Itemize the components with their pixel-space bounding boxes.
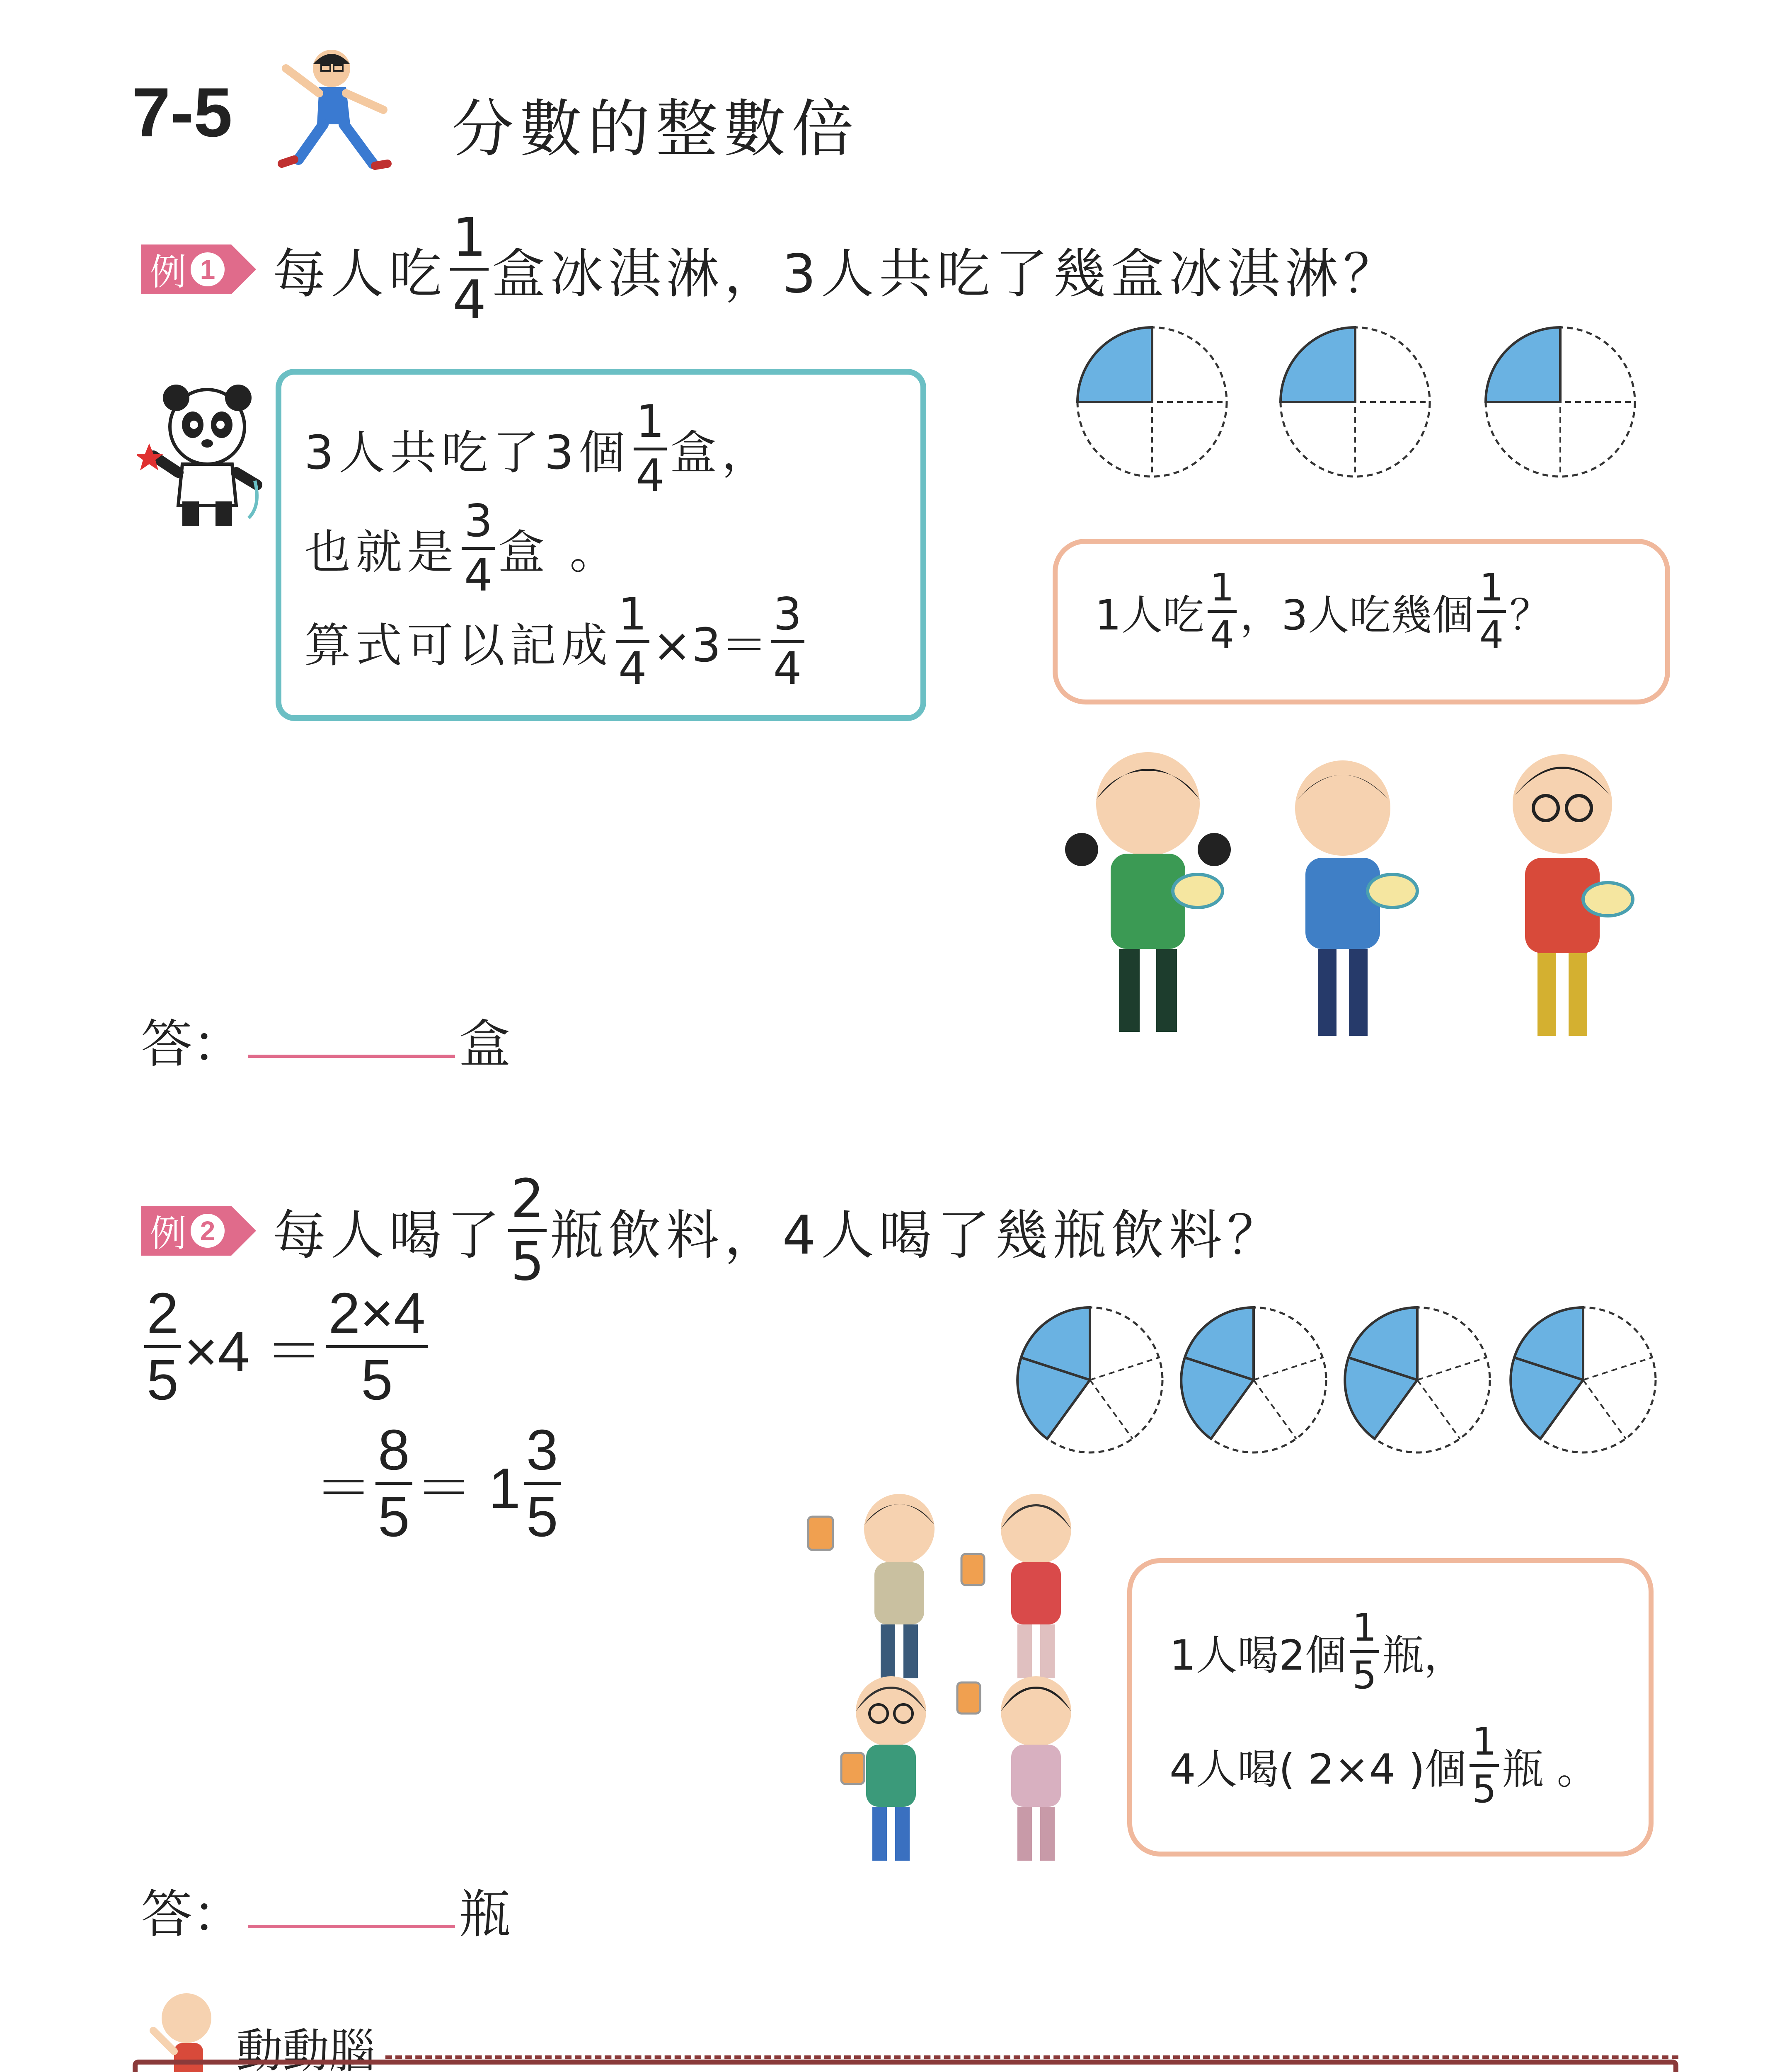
pie-quarter-3	[1486, 327, 1635, 477]
example2-question: 例 2 每人喝了 2 5 瓶飲料，4人喝了幾瓶飲料？	[141, 1173, 1285, 1288]
fraction: 2×4 5	[326, 1285, 428, 1409]
calc-line-2: ＝ 8 5 ＝ 1 3 5	[315, 1421, 564, 1545]
think-title-rule	[385, 2055, 1678, 2059]
girl-figure	[961, 1494, 1071, 1678]
kids-with-drinks-illustration	[796, 1484, 1127, 1877]
fraction: 1 5	[1350, 1609, 1379, 1694]
fraction: 1 4	[616, 592, 649, 691]
section-title: 分數的整數倍	[452, 93, 860, 165]
pie-fifths-3	[1345, 1307, 1490, 1452]
girl-with-glasses-figure	[841, 1676, 926, 1861]
explanation-box	[276, 369, 926, 721]
example2-badge: 例 2	[141, 1206, 256, 1256]
speech-bubble-1: 1人吃 1 4 ，3人吃幾個 1 4 ？	[1053, 539, 1670, 704]
panda-illustration	[137, 381, 274, 530]
speech-bubble-2: 1人喝2個 1 5 瓶， 4人喝( 2×4 )個 1 5 瓶 。	[1127, 1558, 1654, 1857]
section-number: 7-5	[132, 73, 232, 151]
boy-figure	[808, 1494, 935, 1678]
explain-line-2: 也就是 3 4 盒 。	[304, 495, 621, 601]
thinking-boy-illustration	[137, 1985, 245, 2072]
answer-2-blank[interactable]	[248, 1892, 455, 1928]
think-box	[133, 2060, 1678, 2072]
running-boy-illustration	[269, 39, 410, 180]
boy-figure	[1295, 760, 1417, 1036]
pie-fifths-2	[1181, 1307, 1326, 1452]
fraction: 1 4	[1208, 569, 1237, 654]
pie-fifths-4	[1511, 1307, 1656, 1452]
answer-2: 答： 瓶	[141, 1885, 511, 1944]
pie-fifths-1	[1017, 1307, 1162, 1452]
fraction: 3 4	[771, 592, 804, 691]
answer-1-blank[interactable]	[248, 1021, 455, 1058]
fraction: 2 5	[144, 1285, 181, 1409]
boy-with-glasses-figure	[1513, 754, 1633, 1036]
example2-pie-charts	[1015, 1305, 1678, 1467]
fraction: 3 5	[524, 1421, 561, 1545]
example1-badge: 例 1	[141, 244, 256, 294]
girl-figure-2	[957, 1676, 1071, 1861]
calc-line-1: 2 5 ×4 ＝ 2×4 5	[141, 1285, 431, 1409]
fraction: 1 4	[1477, 569, 1506, 654]
answer-1: 答： 盒	[141, 1014, 511, 1074]
fraction: 1 5	[1470, 1723, 1499, 1808]
fraction: 3 4	[462, 499, 495, 598]
fraction: 2 5	[508, 1173, 547, 1288]
fraction: 1 4	[450, 211, 489, 327]
explain-line-1: 3人共吃了3個 1 4 盒，	[304, 396, 773, 502]
think-title: 動動腦	[236, 2024, 375, 2072]
pie-quarter-1	[1077, 327, 1227, 477]
example1-question: 例 1 每人吃 1 4 盒冰淇淋，3人共吃了幾盒冰淇淋？	[141, 211, 1401, 327]
fraction: 8 5	[375, 1421, 412, 1545]
kids-eating-ice-cream-illustration	[1044, 742, 1666, 1061]
explain-line-3: 算式可以記成 1 4 ×3＝ 3 4	[304, 592, 808, 691]
example1-pie-charts	[1073, 323, 1654, 485]
fraction: 1 4	[634, 399, 667, 499]
pie-quarter-2	[1281, 327, 1430, 477]
girl-figure	[1065, 752, 1231, 1032]
